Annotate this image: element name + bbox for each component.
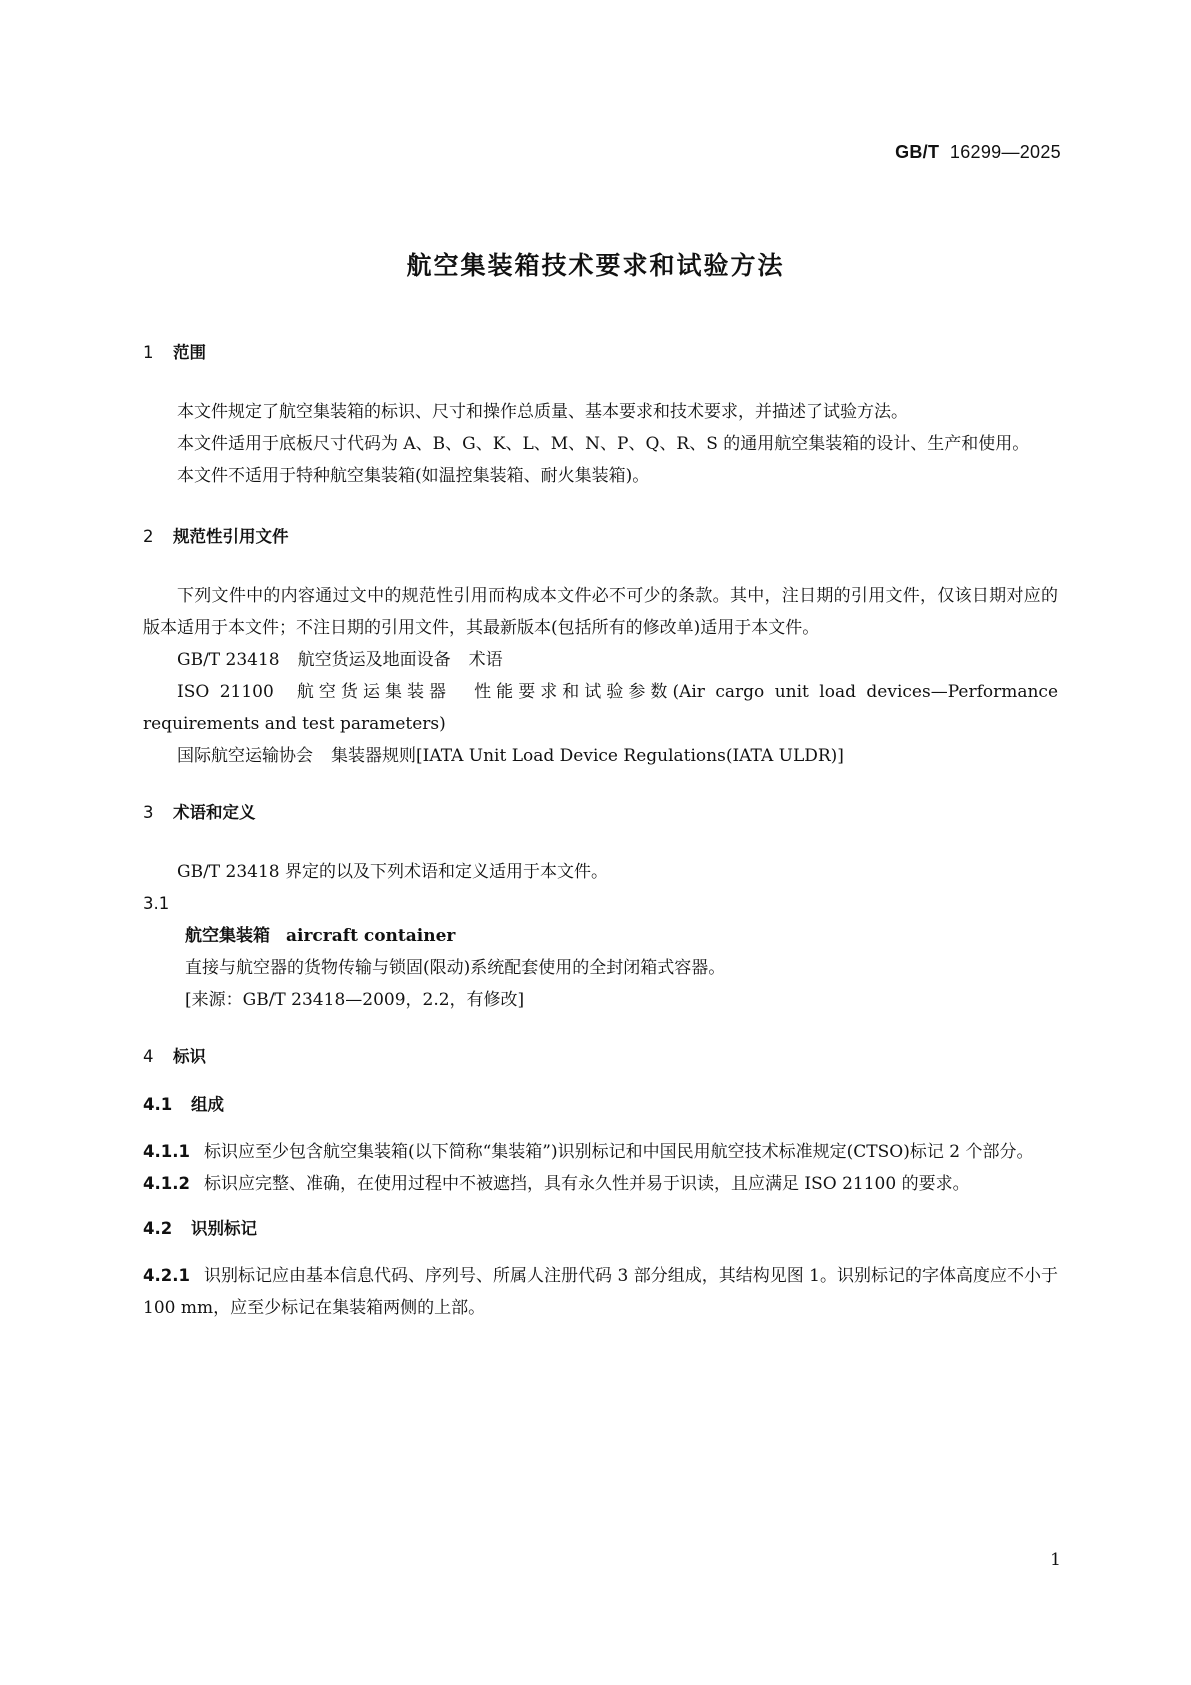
- clause-number: 4.1.2: [143, 1174, 190, 1193]
- section-number: 1: [143, 343, 154, 362]
- standard-prefix: GB/T: [895, 142, 940, 162]
- reference-subtitle: [IATA Unit Load Device Regulations(IATA ULDR)]: [416, 746, 844, 766]
- reference-title: 航空货运及地面设备: [297, 650, 451, 670]
- page-number: 1: [1050, 1550, 1061, 1570]
- section-3-heading: [143, 798, 1058, 828]
- terms-intro: GB/T 23418 界定的以及下列术语和定义适用于本文件。: [177, 862, 609, 882]
- subsection-title: 识别标记: [191, 1219, 257, 1238]
- section-number: 2: [143, 527, 154, 546]
- section-title: 规范性引用文件: [173, 527, 289, 546]
- reference-subtitle: 性能要求和试验参数(Air cargo unit load devices—Performance requirements and test parameters): [143, 682, 1059, 734]
- section-title: 标识: [173, 1047, 206, 1066]
- clause-4-1-2: [143, 1168, 1058, 1200]
- section-title: 范围: [173, 343, 206, 362]
- reference-subtitle: 术语: [468, 650, 503, 670]
- subsection-4-1-heading: [143, 1090, 1058, 1120]
- document-title: 航空集装箱技术要求和试验方法: [406, 251, 785, 280]
- standard-code: 16299—2025: [949, 142, 1061, 162]
- reference-code: ISO 21100: [177, 682, 274, 702]
- term-definition: 直接与航空器的货物传输与锁固(限动)系统配套使用的全封闭箱式容器。: [185, 958, 726, 978]
- scope-paragraph: 本文件适用于底板尺寸代码为 A、B、G、K、L、M、N、P、Q、R、S 的通用航空集装箱的设计、生产和使用。: [177, 434, 1030, 454]
- reference-item: [143, 644, 1058, 676]
- reference-code: 国际航空运输协会: [177, 746, 313, 766]
- clause-4-2-1: [143, 1260, 1058, 1324]
- section-4-heading: [143, 1042, 1058, 1072]
- subsection-number: 4.1: [143, 1095, 173, 1114]
- reference-code: GB/T 23418: [177, 650, 280, 670]
- clause-number: 4.1.1: [143, 1142, 190, 1161]
- clause-4-1-1: [143, 1136, 1058, 1168]
- term-name: 航空集装箱: [185, 926, 270, 946]
- scope-paragraph: 本文件规定了航空集装箱的标识、尺寸和操作总质量、基本要求和技术要求，并描述了试验方法。: [177, 402, 908, 422]
- reference-item: [143, 676, 1058, 740]
- term-number: 3.1: [143, 894, 170, 913]
- clause-text: 标识应至少包含航空集装箱(以下简称“集装箱”)识别标记和中国民用航空技术标准规定(CTSO)标记 2 个部分。: [203, 1142, 1034, 1162]
- scope-paragraph: 本文件不适用于特种航空集装箱(如温控集装箱、耐火集装箱)。: [177, 466, 650, 486]
- section-number: 3: [143, 803, 154, 822]
- section-title: 术语和定义: [173, 803, 256, 822]
- reference-item: [143, 740, 1058, 772]
- clause-text: 识别标记应由基本信息代码、序列号、所属人注册代码 3 部分组成，其结构见图 1。识别标记的字体高度应不小于 100 mm，应至少标记在集装箱两侧的上部。: [143, 1266, 1058, 1318]
- section-number: 4: [143, 1047, 154, 1066]
- subsection-number: 4.2: [143, 1219, 173, 1238]
- term-english: aircraft container: [286, 926, 456, 946]
- references-intro: 下列文件中的内容通过文中的规范性引用而构成本文件必不可少的条款。其中，注日期的引用文件，仅该日期对应的版本适用于本文件；不注日期的引用文件，其最新版本(包括所有的修改单)适用于本文件。: [143, 586, 1058, 638]
- section-1-heading: [143, 338, 1058, 368]
- reference-title: 航空货运集装器: [291, 682, 452, 702]
- term-source: [来源：GB/T 23418—2009，2.2，有修改]: [185, 990, 525, 1010]
- document-body: [143, 338, 1058, 1324]
- clause-text: 标识应完整、准确，在使用过程中不被遮挡，具有永久性并易于识读，且应满足 ISO 21100 的要求。: [203, 1174, 970, 1194]
- subsection-4-2-heading: [143, 1214, 1058, 1244]
- section-2-heading: [143, 522, 1058, 552]
- term-entry: [143, 920, 1058, 952]
- clause-number: 4.2.1: [143, 1266, 190, 1285]
- standard-number: [895, 142, 1061, 163]
- reference-title: 集装器规则: [331, 746, 416, 766]
- subsection-title: 组成: [191, 1095, 224, 1114]
